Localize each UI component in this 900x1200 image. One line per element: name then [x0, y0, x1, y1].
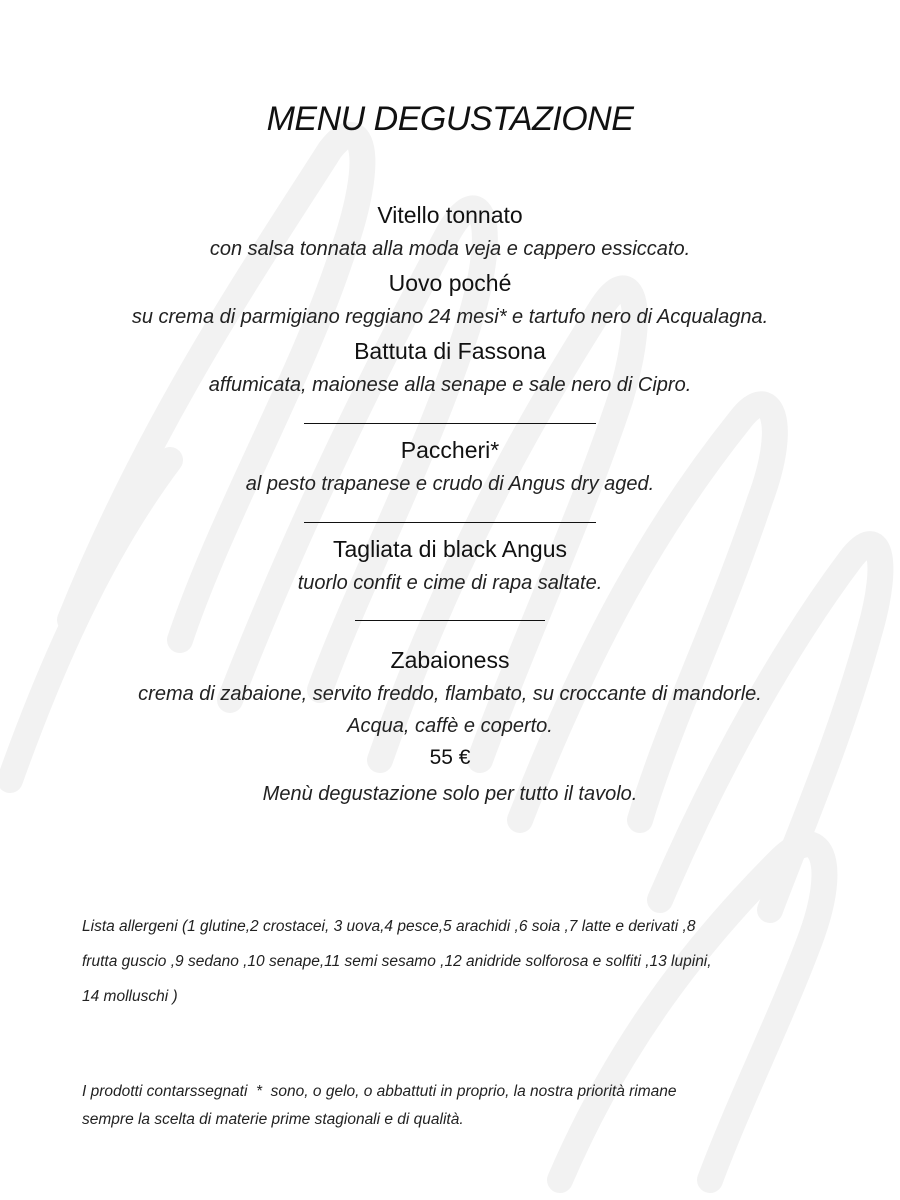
section-divider	[304, 522, 596, 523]
course-name: Battuta di Fassona	[354, 338, 546, 364]
note-line: I prodotti contarssegnati * sono, o gelo, o abbattuti in proprio, la nostra priorità rimane	[82, 1083, 677, 1100]
allergen-line: Lista allergeni (1 glutine,2 crostacei, 3 uova,4 pesce,5 arachidi ,6 soia ,7 latte e derivati ,8	[82, 918, 696, 935]
extras-line: Acqua, caffè e coperto.	[347, 715, 553, 737]
allergen-line: frutta guscio ,9 sedano ,10 senape,11 semi sesamo ,12 anidride solforosa e solfiti ,13 lupini,	[82, 953, 712, 970]
table-note: Menù degustazione solo per tutto il tavolo.	[262, 783, 638, 805]
section-divider	[355, 620, 545, 621]
course-name: Tagliata di black Angus	[333, 536, 567, 562]
menu-title: MENU DEGUSTAZIONE	[266, 100, 634, 138]
course-name: Vitello tonnato	[377, 202, 523, 228]
menu-price: 55 €	[429, 746, 471, 769]
course-description: crema di zabaione, servito freddo, flambato, su croccante di mandorle.	[138, 683, 762, 705]
course-description: al pesto trapanese e crudo di Angus dry aged.	[245, 473, 655, 495]
allergen-line: 14 molluschi )	[82, 988, 178, 1005]
note-line: sempre la scelta di materie prime stagionali e di qualità.	[82, 1111, 464, 1128]
course-description: tuorlo confit e cime di rapa saltate.	[297, 572, 603, 594]
course-name: Uovo poché	[388, 270, 512, 296]
menu-courses	[0, 198, 900, 813]
frozen-products-note	[82, 1078, 862, 1134]
section-divider	[304, 423, 596, 424]
course-name: Paccheri*	[400, 437, 500, 463]
course-description: su crema di parmigiano reggiano 24 mesi* e tartufo nero di Acqualagna.	[131, 306, 769, 328]
allergen-list	[82, 909, 862, 1014]
course-description: con salsa tonnata alla moda veja e cappero essiccato.	[209, 238, 691, 260]
course-description: affumicata, maionese alla senape e sale nero di Cipro.	[208, 374, 692, 396]
course-name: Zabaioness	[390, 647, 510, 673]
